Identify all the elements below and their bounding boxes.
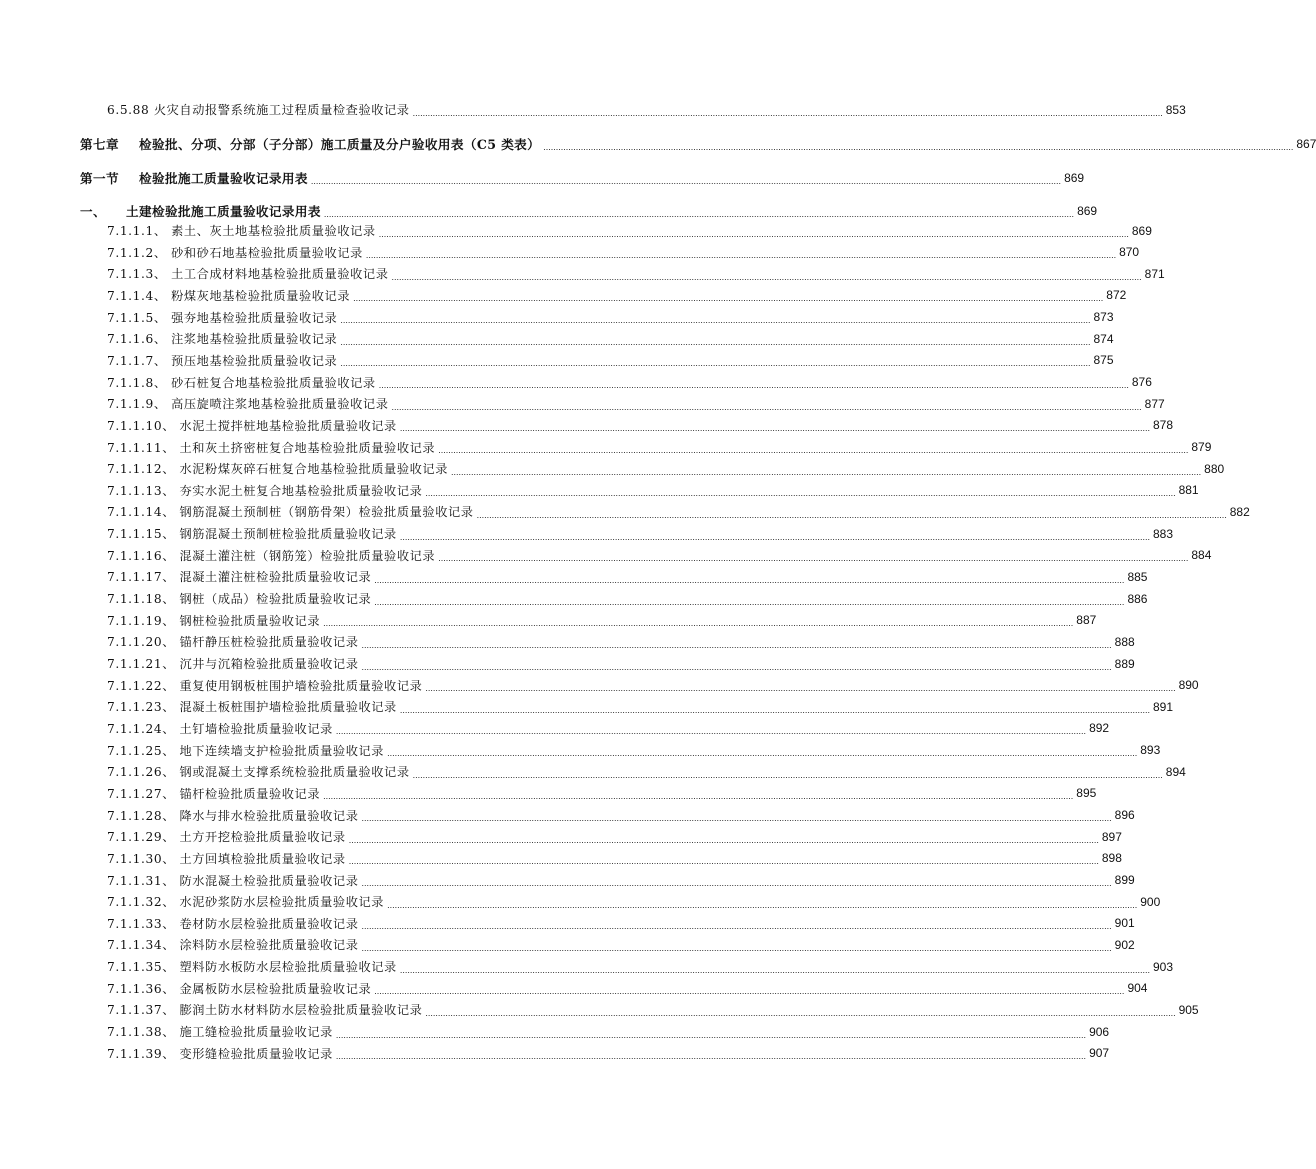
dot-leader: ............................................................................................................................................................................................................................................................................................................ [323, 791, 1074, 802]
dot-leader: ............................................................................................................................................................................................................................................................................................................ [374, 574, 1125, 585]
toc-item[interactable] [0, 677, 1199, 694]
dot-leader: ............................................................................................................................................................................................................................................................................................................ [361, 921, 1112, 932]
section-number: 第一节 [80, 171, 119, 186]
chapter-page: 867 [1296, 136, 1316, 151]
toc-item[interactable] [0, 872, 1135, 889]
dot-leader: ............................................................................................................................................................................................................................................................................................................ [412, 769, 1163, 780]
toc-item-label: 7.1.1.36、 金属板防水层检验批质量验收记录 [107, 981, 372, 996]
toc-item-label: 7.1.1.28、 降水与排水检验批质量验收记录 [107, 808, 359, 823]
toc-item[interactable] [0, 244, 1140, 261]
dot-leader: ............................................................................................................................................................................................................................................................................................................ [361, 813, 1112, 824]
dot-leader: ............................................................................................................................................................................................................................................................................................................ [361, 661, 1112, 672]
toc-item-page: 897 [1101, 829, 1122, 844]
toc-item-label: 7.1.1.19、 钢桩检验批质量验收记录 [107, 613, 321, 628]
dot-leader: ............................................................................................................................................................................................................................................................................................................ [425, 1007, 1176, 1018]
dot-leader: ............................................................................................................................................................................................................................................................................................................ [340, 315, 1091, 326]
toc-entry-label: 6.5.88 火灾自动报警系统施工过程质量检查验收记录 [107, 103, 410, 117]
dot-leader: ............................................................................................................................................................................................................................................................................................................ [387, 899, 1138, 910]
toc-item-page: 886 [1127, 591, 1148, 606]
dot-leader: ............................................................................................................................................................................................................................................................................................................ [425, 488, 1176, 499]
toc-item[interactable] [0, 330, 1114, 347]
toc-item-label: 7.1.1.9、 高压旋喷注浆地基检验批质量验收记录 [107, 397, 389, 412]
dot-leader: ............................................................................................................................................................................................................................................................................................................ [340, 336, 1091, 347]
dot-leader: ............................................................................................................................................................................................................................................................................................................ [335, 1029, 1087, 1040]
toc-item[interactable] [0, 287, 1127, 304]
toc-entry-page: 853 [1165, 102, 1186, 117]
toc-item-label: 7.1.1.29、 土方开挖检验批质量验收记录 [107, 830, 346, 845]
dot-leader: ............................................................................................................................................................................................................................................................................................................ [412, 107, 1163, 118]
toc-item-page: 887 [1076, 613, 1097, 628]
dot-leader: ............................................................................................................................................................................................................................................................................................................ [374, 986, 1125, 997]
toc-item[interactable] [0, 698, 1174, 715]
dot-leader: ............................................................................................................................................................................................................................................................................................................ [399, 423, 1150, 434]
toc-item[interactable] [0, 525, 1174, 542]
toc-item-page: 888 [1114, 634, 1135, 649]
toc-item-page: 877 [1144, 396, 1165, 411]
dot-leader: ............................................................................................................................................................................................................................................................................................................ [361, 878, 1112, 888]
toc-item[interactable] [0, 568, 1148, 585]
toc-item-label: 7.1.1.24、 土钉墙检验批质量验收记录 [107, 721, 333, 736]
toc-item-label: 7.1.1.31、 防水混凝土检验批质量验收记录 [107, 873, 359, 888]
dot-leader: ............................................................................................................................................................................................................................................................................................................ [348, 834, 1099, 845]
toc-item[interactable] [0, 439, 1212, 456]
subsection-number: 一、 [80, 204, 106, 219]
dot-leader: ............................................................................................................................................................................................................................................................................................................ [348, 856, 1099, 867]
dot-leader: ............................................................................................................................................................................................................................................................................................................ [340, 358, 1091, 369]
section-title: 检验批施工质量验收记录用表 [138, 171, 308, 186]
section-page: 869 [1064, 170, 1085, 185]
toc-item-page: 894 [1165, 764, 1186, 779]
toc-item[interactable] [0, 547, 1212, 564]
toc-item-label: 7.1.1.8、 砂石桩复合地基检验批质量验收记录 [107, 375, 376, 390]
toc-item-page: 896 [1114, 808, 1135, 823]
toc-item-label: 7.1.1.20、 锚杆静压桩检验批质量验收记录 [107, 635, 359, 650]
dot-leader: ............................................................................................................................................................................................................................................................................................................ [399, 964, 1150, 975]
toc-item-label: 7.1.1.39、 变形缝检验批质量验收记录 [107, 1046, 333, 1061]
toc-item[interactable] [0, 915, 1135, 932]
toc-entry-top[interactable] [0, 101, 1186, 118]
toc-item[interactable] [0, 807, 1135, 824]
toc-item-page: 879 [1191, 440, 1212, 454]
dot-leader: ............................................................................................................................................................................................................................................................................................................ [310, 175, 1062, 186]
dot-leader: ............................................................................................................................................................................................................................................................................................................ [476, 509, 1227, 520]
toc-item-label: 7.1.1.2、 砂和砂石地基检验批质量验收记录 [107, 245, 363, 260]
toc-item[interactable] [0, 417, 1174, 434]
toc-item-page: 869 [1131, 223, 1152, 238]
toc-item-page: 906 [1089, 1024, 1110, 1039]
toc-item[interactable] [0, 936, 1135, 953]
toc-item-page: 898 [1101, 851, 1122, 866]
toc-item-page: 884 [1191, 548, 1212, 563]
toc-item[interactable] [0, 309, 1114, 326]
dot-leader: ............................................................................................................................................................................................................................................................................................................ [387, 748, 1138, 759]
toc-item-label: 7.1.1.30、 土方回填检验批质量验收记录 [107, 851, 346, 866]
toc-item-page: 905 [1178, 1002, 1199, 1017]
toc-item-label: 7.1.1.27、 锚杆检验批质量验收记录 [107, 786, 321, 801]
subsection-page: 869 [1077, 203, 1098, 218]
toc-item-label: 7.1.1.18、 钢桩（成品）检验批质量验收记录 [107, 592, 372, 607]
toc-item[interactable] [0, 655, 1135, 672]
toc-item-page: 882 [1229, 504, 1250, 519]
dot-leader: ............................................................................................................................................................................................................................................................................................................ [391, 271, 1142, 282]
toc-item-label: 7.1.1.14、 钢筋混凝土预制桩（钢筋骨架）检验批质量验收记录 [107, 505, 474, 520]
toc-item-label: 7.1.1.17、 混凝土灌注桩检验批质量验收记录 [107, 570, 372, 585]
toc-item-label: 7.1.1.3、 土工合成材料地基检验批质量验收记录 [107, 267, 389, 282]
toc-item[interactable] [0, 828, 1122, 845]
toc-item-page: 873 [1093, 310, 1114, 325]
toc-item-label: 7.1.1.5、 强夯地基检验批质量验收记录 [107, 310, 338, 325]
toc-item-page: 881 [1178, 483, 1199, 498]
toc-item-label: 7.1.1.26、 钢或混凝土支撑系统检验批质量验收记录 [107, 765, 410, 780]
toc-item-label: 7.1.1.35、 塑料防水板防水层检验批质量验收记录 [107, 960, 397, 975]
toc-item[interactable] [0, 720, 1110, 737]
toc-item-page: 891 [1153, 699, 1174, 714]
toc-item[interactable] [0, 958, 1174, 975]
toc-item-label: 7.1.1.34、 涂料防水层检验批质量验收记录 [107, 938, 359, 953]
toc-item[interactable] [0, 395, 1165, 412]
toc-item[interactable] [0, 1001, 1199, 1018]
toc-item-label: 7.1.1.25、 地下连续墙支护检验批质量验收记录 [107, 743, 385, 758]
toc-item-page: 878 [1153, 418, 1174, 433]
dot-leader: ............................................................................................................................................................................................................................................................................................................ [438, 553, 1189, 564]
toc-item[interactable] [0, 503, 1250, 520]
toc-item[interactable] [0, 352, 1114, 369]
toc-item[interactable] [0, 742, 1161, 759]
toc-item-page: 875 [1093, 353, 1114, 368]
dot-leader: ............................................................................................................................................................................................................................................................................................................ [399, 704, 1150, 715]
dot-leader: ............................................................................................................................................................................................................................................................................................................ [378, 380, 1129, 391]
toc-item-page: 883 [1153, 526, 1174, 541]
dot-leader: ............................................................................................................................................................................................................................................................................................................ [438, 445, 1189, 455]
toc-item-label: 7.1.1.1、 素土、灰土地基检验批质量验收记录 [107, 224, 376, 238]
toc-section-entry[interactable] [0, 168, 1085, 187]
toc-item-page: 885 [1127, 569, 1148, 584]
toc-item-page: 871 [1144, 266, 1165, 281]
dot-leader: ............................................................................................................................................................................................................................................................................................................ [378, 228, 1129, 239]
dot-leader: ............................................................................................................................................................................................................................................................................................................ [425, 683, 1176, 694]
toc-chapter-entry[interactable] [0, 134, 1316, 153]
toc-item-page: 902 [1114, 937, 1135, 952]
toc-item[interactable] [0, 265, 1165, 282]
toc-item[interactable] [0, 590, 1148, 607]
toc-item-page: 907 [1089, 1046, 1110, 1061]
toc-item[interactable] [0, 763, 1186, 780]
dot-leader: ............................................................................................................................................................................................................................................................................................................ [353, 293, 1104, 304]
dot-leader: ............................................................................................................................................................................................................................................................................................................ [323, 208, 1075, 219]
toc-item-label: 7.1.1.6、 注浆地基检验批质量验收记录 [107, 332, 338, 347]
toc-item-page: 903 [1153, 959, 1174, 974]
chapter-number: 第七章 [80, 137, 119, 152]
dot-leader: ............................................................................................................................................................................................................................................................................................................ [399, 531, 1150, 542]
toc-item[interactable] [0, 980, 1148, 997]
toc-item-page: 889 [1114, 656, 1135, 671]
dot-leader: ............................................................................................................................................................................................................................................................................................................ [335, 726, 1087, 737]
toc-item[interactable] [0, 893, 1161, 910]
toc-item[interactable] [0, 1023, 1110, 1040]
toc-item-page: 901 [1114, 916, 1135, 931]
dot-leader: ............................................................................................................................................................................................................................................................................................................ [543, 141, 1294, 152]
toc-item-label: 7.1.1.13、 夯实水泥土桩复合地基检验批质量验收记录 [107, 483, 423, 498]
toc-item[interactable] [0, 222, 1152, 239]
dot-leader: ............................................................................................................................................................................................................................................................................................................ [361, 639, 1112, 650]
dot-leader: ............................................................................................................................................................................................................................................................................................................ [451, 466, 1202, 477]
toc-item-page: 904 [1127, 981, 1148, 996]
toc-item-page: 874 [1093, 331, 1114, 346]
toc-item-page: 890 [1178, 678, 1199, 693]
toc-item-label: 7.1.1.37、 膨润土防水材料防水层检验批质量验收记录 [107, 1003, 423, 1018]
toc-item[interactable] [0, 482, 1199, 499]
toc-item-page: 870 [1119, 245, 1140, 260]
toc-item-page: 893 [1140, 743, 1161, 758]
toc-item-page: 876 [1131, 375, 1152, 390]
toc-item-page: 880 [1204, 461, 1225, 476]
toc-item[interactable] [0, 374, 1152, 391]
toc-item-label: 7.1.1.38、 施工缝检验批质量验收记录 [107, 1025, 333, 1040]
toc-item[interactable] [0, 612, 1097, 629]
dot-leader: ............................................................................................................................................................................................................................................................................................................ [365, 250, 1117, 261]
toc-item-label: 7.1.1.32、 水泥砂浆防水层检验批质量验收记录 [107, 895, 385, 910]
toc-item-label: 7.1.1.4、 粉煤灰地基检验批质量验收记录 [107, 288, 351, 303]
dot-leader: ............................................................................................................................................................................................................................................................................................................ [361, 942, 1112, 953]
toc-item[interactable] [0, 460, 1225, 477]
toc-item-label: 7.1.1.7、 预压地基检验批质量验收记录 [107, 353, 338, 368]
toc-item-label: 7.1.1.16、 混凝土灌注桩（钢筋笼）检验批质量验收记录 [107, 548, 436, 563]
toc-item-label: 7.1.1.11、 土和灰土挤密桩复合地基检验批质量验收记录 [107, 440, 436, 455]
toc-item-label: 7.1.1.12、 水泥粉煤灰碎石桩复合地基检验批质量验收记录 [107, 462, 448, 477]
toc-item-label: 7.1.1.23、 混凝土板桩围护墙检验批质量验收记录 [107, 700, 397, 715]
subsection-title: 土建检验批施工质量验收记录用表 [126, 204, 321, 219]
toc-item-label: 7.1.1.33、 卷材防水层检验批质量验收记录 [107, 916, 359, 931]
toc-item[interactable] [0, 785, 1097, 802]
dot-leader: ............................................................................................................................................................................................................................................................................................................ [374, 596, 1125, 607]
toc-item-page: 895 [1076, 786, 1097, 801]
toc-item-label: 7.1.1.10、 水泥土搅拌桩地基检验批质量验收记录 [107, 418, 397, 433]
dot-leader: ............................................................................................................................................................................................................................................................................................................ [323, 618, 1074, 629]
toc-item-page: 892 [1089, 721, 1110, 736]
toc-subsection-entry[interactable] [0, 201, 1098, 220]
toc-item[interactable] [0, 1045, 1110, 1062]
toc-item-page: 899 [1114, 873, 1135, 887]
toc-item-label: 7.1.1.15、 钢筋混凝土预制桩检验批质量验收记录 [107, 527, 397, 542]
toc-item-label: 7.1.1.22、 重复使用钢板桩围护墙检验批质量验收记录 [107, 678, 423, 693]
toc-item-page: 872 [1106, 288, 1127, 303]
toc-item[interactable] [0, 850, 1122, 867]
toc-item[interactable] [0, 633, 1135, 650]
chapter-title: 检验批、分项、分部（子分部）施工质量及分户验收用表（C5 类表） [138, 137, 541, 152]
toc-item-label: 7.1.1.21、 沉井与沉箱检验批质量验收记录 [107, 657, 359, 671]
dot-leader: ............................................................................................................................................................................................................................................................................................................ [391, 401, 1142, 412]
toc-item-page: 900 [1140, 894, 1161, 909]
dot-leader: ............................................................................................................................................................................................................................................................................................................ [335, 1051, 1087, 1062]
